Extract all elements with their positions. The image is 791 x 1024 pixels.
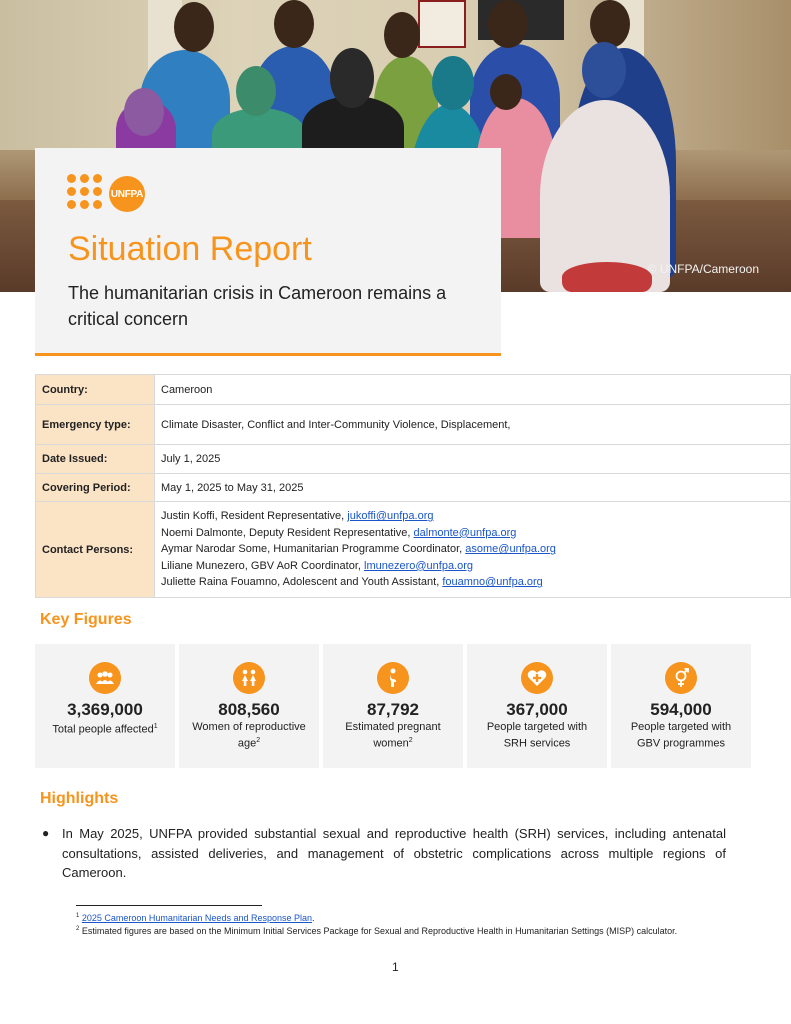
table-row [36,474,791,502]
key-figure-card [323,644,463,768]
footnote-2: $^2$ Estimated figures are based on the Minimum Initial Services Package for Sexual and Reproductive Health in Humanitarian Settings (MISP) calculator. [76,926,678,936]
table-row [36,405,791,445]
key-figure-card [467,644,607,768]
page-subtitle: The humanitarian crisis in Cameroon remains a critical concern [68,283,447,329]
photo-person-head [490,74,522,110]
contact-email-link[interactable]: dalmonte@unfpa.org [413,526,517,539]
key-figure-label: People targeted with GBV programmes [630,721,732,750]
photo-person-head [174,2,214,52]
photo-person-head [582,42,626,98]
photo-person-head [384,12,420,58]
contact-line: Justin Koffi, Resident Representative, jukoffi@unfpa.org [161,510,434,523]
photo-person-head [330,48,374,108]
photo-person-head [236,66,276,116]
covering-period-label: Covering Period: [36,474,155,502]
key-figure-value: 3,369,000 [67,700,143,719]
footnotes [76,911,716,937]
report-info-table [35,374,791,598]
key-figure-card [179,644,319,768]
footnote-1: $^1$ 2025 Cameroon Humanitarian Needs and Response Plan. [76,913,315,923]
highlight-text: In May 2025, UNFPA provided substantial sexual and reproductive health (SRH) services, including antenatal consultations, assisted deliveries, and management of obstetric complications across multiple regions of Cameroon. [62,826,726,880]
key-figure-label: People targeted with SRH services [486,721,588,750]
highlights-heading: Highlights [40,790,119,807]
country-value: Cameroon [155,375,791,405]
footnote-link[interactable]: 2025 Cameroon Humanitarian Needs and Response Plan [81,913,313,923]
pregnant-woman-icon [377,662,409,694]
photo-sign [418,0,466,48]
contact-line: Noemi Dalmonte, Deputy Resident Representative, dalmonte@unfpa.org [161,526,517,539]
photo-person-head [432,56,474,110]
key-figure-value: 594,000 [650,700,712,719]
highlights-list [42,824,726,883]
emergency-type-label: Emergency type: [36,405,155,445]
date-issued-label: Date Issued: [36,445,155,474]
bullet-icon: ● [42,826,50,840]
table-row [36,502,791,598]
covering-period-value: May 1, 2025 to May 31, 2025 [155,474,791,502]
table-row [36,375,791,405]
footnote-ref: 2 [256,737,261,744]
unfpa-logo [67,174,157,214]
contact-email-link[interactable]: jukoffi@unfpa.org [347,510,434,523]
contact-persons-value [155,502,791,598]
contact-persons-label: Contact Persons: [36,502,155,598]
contact-email-link[interactable]: lmunezero@unfpa.org [364,559,474,572]
key-figure-label: Estimated pregnant women$^2$ [345,721,441,750]
people-group-icon [89,662,121,694]
title-card [35,148,501,356]
photo-person [562,262,652,292]
contact-line: Juliette Raina Fouamno, Adolescent and Youth Assistant, fouamno@unfpa.org [161,576,543,589]
key-figure-value: 367,000 [506,700,568,719]
contact-email-link[interactable]: fouamno@unfpa.org [442,576,543,589]
gender-symbol-icon [665,662,697,694]
key-figures-row [35,644,751,768]
photo-credit: © UNFPA/Cameroon [647,262,759,276]
contact-email-link[interactable]: asome@unfpa.org [465,543,556,556]
date-issued-value: July 1, 2025 [155,445,791,474]
page-title: Situation Report [68,230,312,268]
key-figure-value: 808,560 [218,700,280,719]
key-figure-label: Women of reproductive age$^2$ [192,721,306,750]
contact-line: Liliane Munezero, GBV AoR Coordinator, lmunezero@unfpa.org [161,559,474,572]
photo-person-head [488,0,528,48]
key-figure-card [611,644,751,768]
page-number: 1 [392,960,399,974]
footnote-ref: 2 [408,737,413,744]
emergency-type-value: Climate Disaster, Conflict and Inter-Community Violence, Displacement, [155,405,791,445]
health-heart-icon [521,662,553,694]
photo-person-head [274,0,314,48]
footnote-divider [76,905,262,906]
key-figures-heading: Key Figures [40,611,132,628]
logo-wordmark: UNFPA [109,176,145,212]
table-row [36,445,791,474]
photo-person-head [124,88,164,136]
key-figure-card [35,644,175,768]
logo-dots-icon [67,174,111,214]
photo-person-head [590,0,630,48]
women-icon [233,662,265,694]
key-figure-value: 87,792 [367,700,419,719]
country-label: Country: [36,375,155,405]
key-figure-label: Total people affected$^1$ [52,723,158,736]
list-item [42,824,726,883]
footnote-ref: 1 [153,723,158,730]
contact-line: Aymar Narodar Some, Humanitarian Programme Coordinator, asome@unfpa.org [161,543,556,556]
